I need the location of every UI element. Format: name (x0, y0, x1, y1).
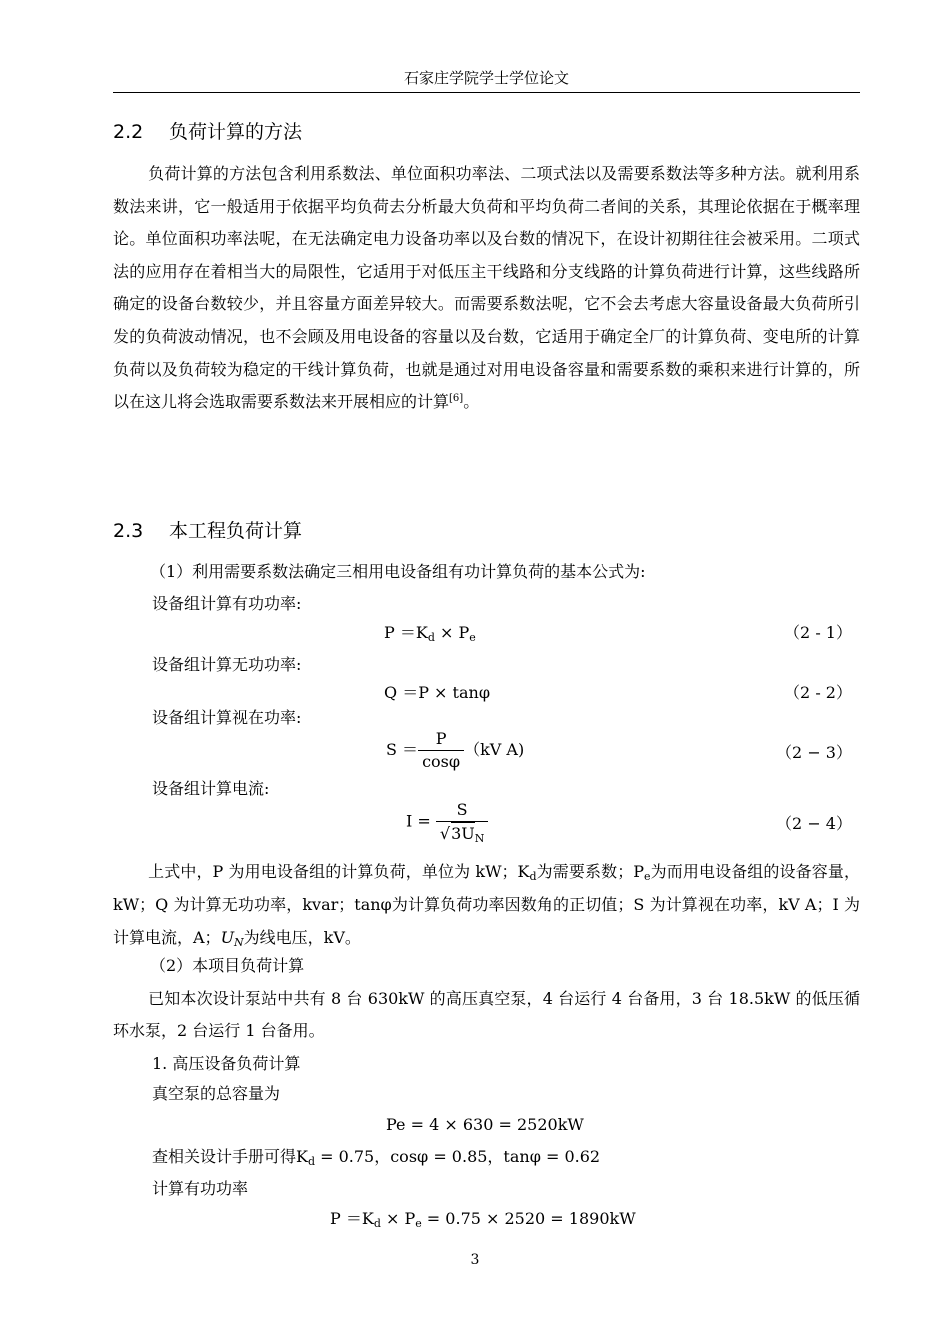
citation: [6] (449, 393, 464, 405)
text: 已知本次设计泵站中共有 8 台 630kW 的高压真空泵，4 台运行 4 台备用，3 台 18.5kW 的低压循环水泵，2 台运行 1 台备用。 (113, 989, 860, 1040)
equation-number: （2 − 4） (776, 814, 852, 833)
lookup-line (152, 1145, 600, 1169)
numerator: P (435, 729, 447, 748)
equation-2-3 (386, 728, 524, 773)
sqrt-sign: √ (439, 824, 451, 843)
label-active-calc: 计算有功功率 (152, 1179, 249, 1198)
label-apparent-power: 设备组计算视在功率: (152, 708, 302, 727)
paragraph-known (113, 983, 860, 1047)
label-total-capacity: 真空泵的总容量为 (152, 1084, 281, 1103)
section-title: 本工程负荷计算 (169, 520, 303, 542)
sub: d (529, 870, 537, 883)
eq-sub: N (474, 832, 485, 845)
eq-unit: （kV A) (464, 740, 525, 759)
eq-text: S ＝ (386, 740, 419, 759)
eq-text: I = (406, 811, 436, 831)
text: 上式中，P 为用电设备组的计算负荷，单位为 kW；K (148, 862, 530, 881)
equation-2-1 (384, 621, 476, 645)
paragraph-end: 。 (463, 392, 480, 412)
sqrt-body (451, 822, 475, 845)
text: = 0.75，cosφ = 0.85，tanφ = 0.62 (315, 1147, 601, 1166)
numerator: S (456, 800, 468, 819)
paragraph-explanation (113, 855, 860, 954)
denominator: cosφ (418, 750, 464, 773)
eq-text: = 0.75 × 2520 = 1890kW (421, 1209, 636, 1228)
eq-text: P ＝K (330, 1209, 374, 1228)
text: 为线电压，kV。 (243, 928, 361, 947)
paragraph-load-methods (113, 158, 860, 419)
text: 为而用电设备组的设备容量，kW；Q 为计算无功功率，kvar；tanφ为计算负荷功率因数角的正切值；S 为计算视在功率，kV A；I 为计算电流，A； (113, 862, 860, 947)
item-2-heading: （2）本项目负荷计算 (150, 956, 305, 975)
text: 为需要系数；P (536, 862, 644, 881)
eq-text: P ＝K (384, 623, 428, 642)
sub: d (307, 1155, 316, 1168)
page-header: 石家庄学院学士学位论文 (113, 64, 860, 93)
eq-sub: e (415, 1217, 422, 1230)
text: 查相关设计手册可得K (152, 1147, 308, 1166)
equation-2-4 (406, 799, 488, 845)
fraction (418, 728, 464, 773)
denominator (436, 821, 489, 845)
equation-active-power (330, 1207, 636, 1231)
section-heading-2-3 (113, 517, 302, 545)
equation-2-2: Q ＝P × tanφ (384, 683, 491, 702)
sub: e (644, 870, 651, 883)
label-current: 设备组计算电流: (152, 779, 270, 798)
section-number: 2.2 (113, 121, 144, 143)
section-heading-2-2 (113, 118, 302, 146)
paragraph-text: 负荷计算的方法包含利用系数法、单位面积功率法、二项式法以及需要系数法等多种方法。就利用系数法来讲，它一般适用于依据平均负荷去分析最大负荷和平均负荷二者间的关系，其理论依据在于概率理论。单位面积功率法呢，在无法确定电力设备功率以及台数的情况下，在设计初期往往会被采用。二项式法的应用存在着相当大的局限性，它适用于对低压主干线路和分支线路的计算负荷进行计算，这些线路所确定的设备台数较少，并且容量方面差异较大。而需要系数法呢，它不会去考虑大容量设备最大负荷所引发的负荷波动情况，也不会顾及用电设备的容量以及台数，它适用于确定全厂的计算负荷、变电所的计算负荷以及负荷较为稳定的干线计算负荷，也就是通过对用电设备容量和需要系数的乘积来进行计算的，所以在这儿将会选取需要系数法来开展相应的计算 (113, 164, 860, 412)
equation-number: （2 − 3） (776, 743, 852, 762)
section-number: 2.3 (113, 520, 144, 542)
sub: N (234, 936, 244, 949)
eq-text: × P (380, 1209, 416, 1228)
eq-sub: e (469, 631, 476, 644)
eq-text: × P (434, 623, 470, 642)
sqrt-text: 3U (451, 824, 475, 843)
label-reactive-power: 设备组计算无功功率: (152, 655, 302, 674)
eq-sub: d (373, 1217, 381, 1230)
equation-number: （2 - 1） (784, 623, 852, 642)
label-active-power: 设备组计算有功功率: (152, 594, 302, 613)
italic-u: U (220, 928, 235, 947)
fraction (436, 799, 489, 845)
subheading-hv-load: 1. 高压设备负荷计算 (152, 1054, 301, 1073)
equation-total-capacity: Pe = 4 × 630 = 2520kW (386, 1115, 584, 1134)
eq-sub: d (427, 631, 435, 644)
page-number: 3 (470, 1252, 480, 1268)
section-title: 负荷计算的方法 (169, 121, 303, 143)
intro-line: （1）利用需要系数法确定三相用电设备组有功计算负荷的基本公式为: (150, 562, 646, 581)
equation-number: （2 - 2） (784, 683, 852, 702)
